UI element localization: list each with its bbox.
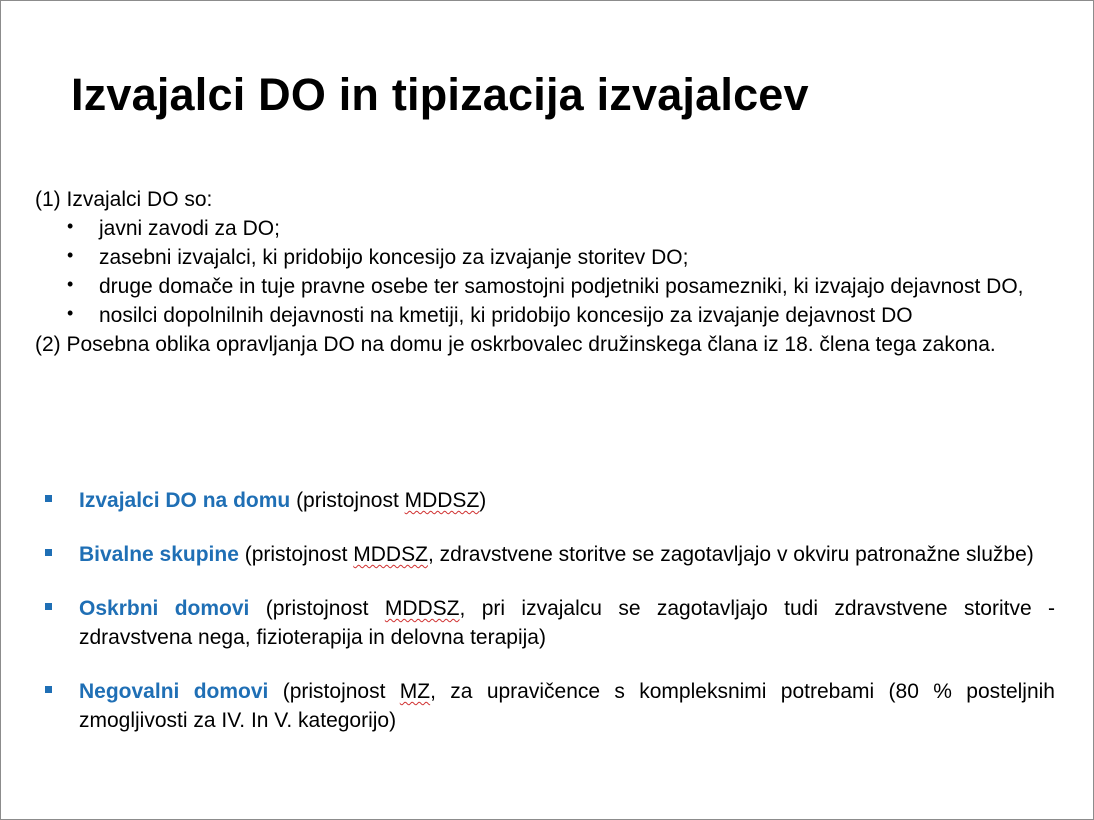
provider-types-list xyxy=(45,486,1055,760)
provider-bullet xyxy=(35,301,1065,330)
square-bullet-icon xyxy=(45,603,52,610)
provider-bullet xyxy=(35,272,1049,301)
square-bullet-icon xyxy=(45,549,52,556)
provider-type-pre: (pristojnost xyxy=(238,543,354,566)
provider-bullet-text: javni zavodi za DO; xyxy=(99,217,280,240)
provider-type-item xyxy=(45,540,1055,569)
provider-bullet xyxy=(35,214,1065,243)
provider-bullet-text: zasebni izvajalci, ki pridobijo koncesijo za izvajanje storitev DO; xyxy=(99,246,689,269)
provider-type-pre: (pristojnost xyxy=(268,680,400,703)
provider-bullet xyxy=(35,243,1065,272)
providers-intro: (1) Izvajalci DO so: xyxy=(35,188,213,211)
provider-type-pre: (pristojnost xyxy=(249,597,385,620)
provider-bullet-text: nosilci dopolnilnih dejavnosti na kmetiji, ki pridobijo koncesijo za izvajanje dejavnost DO xyxy=(99,304,913,327)
provider-type-post: ) xyxy=(479,489,487,512)
provider-type-item xyxy=(45,594,1055,652)
bullet-dot-icon: • xyxy=(67,303,74,323)
bullet-dot-icon: • xyxy=(67,216,74,236)
provider-type-post: , za upravičence s kompleksnimi potrebami (80 % posteljnih zmogljivosti za IV. In V. kategorijo) xyxy=(79,680,1055,732)
spellcheck-flagged-word: MZ xyxy=(399,680,431,703)
provider-type-term: Izvajalci DO na domu xyxy=(79,489,291,512)
provider-type-item xyxy=(45,486,1055,515)
provider-type-post: , zdravstvene storitve se zagotavljajo v okviru patronažne službe) xyxy=(427,543,1034,566)
caregiver-paragraph: (2) Posebna oblika opravljanja DO na domu je oskrbovalec družinskega člana iz 18. člena tega zakona. xyxy=(35,333,996,356)
square-bullet-icon xyxy=(45,686,52,693)
provider-bullet-text: druge domače in tuje pravne osebe ter samostojni podjetniki posamezniki, ki izvajajo dejavnost DO, xyxy=(99,275,1024,298)
provider-type-pre: (pristojnost xyxy=(290,489,405,512)
bullet-dot-icon: • xyxy=(67,274,74,294)
slide-title: Izvajalci DO in tipizacija izvajalcev xyxy=(71,69,809,120)
spellcheck-flagged-word: MDDSZ xyxy=(404,489,480,512)
spellcheck-flagged-word: MDDSZ xyxy=(353,543,428,566)
provider-type-term: Negovalni domovi xyxy=(79,680,269,703)
provider-type-term: Oskrbni domovi xyxy=(79,597,250,620)
provider-type-item xyxy=(45,677,1055,735)
square-bullet-icon xyxy=(45,495,52,502)
providers-section xyxy=(35,185,1065,359)
provider-type-post: , pri izvajalcu se zagotavljajo tudi zdravstvene storitve - zdravstvena nega, fizioterapija in delovna terapija) xyxy=(79,597,1056,649)
provider-type-term: Bivalne skupine xyxy=(79,543,239,566)
bullet-dot-icon: • xyxy=(67,245,74,265)
spellcheck-flagged-word: MDDSZ xyxy=(384,597,460,620)
